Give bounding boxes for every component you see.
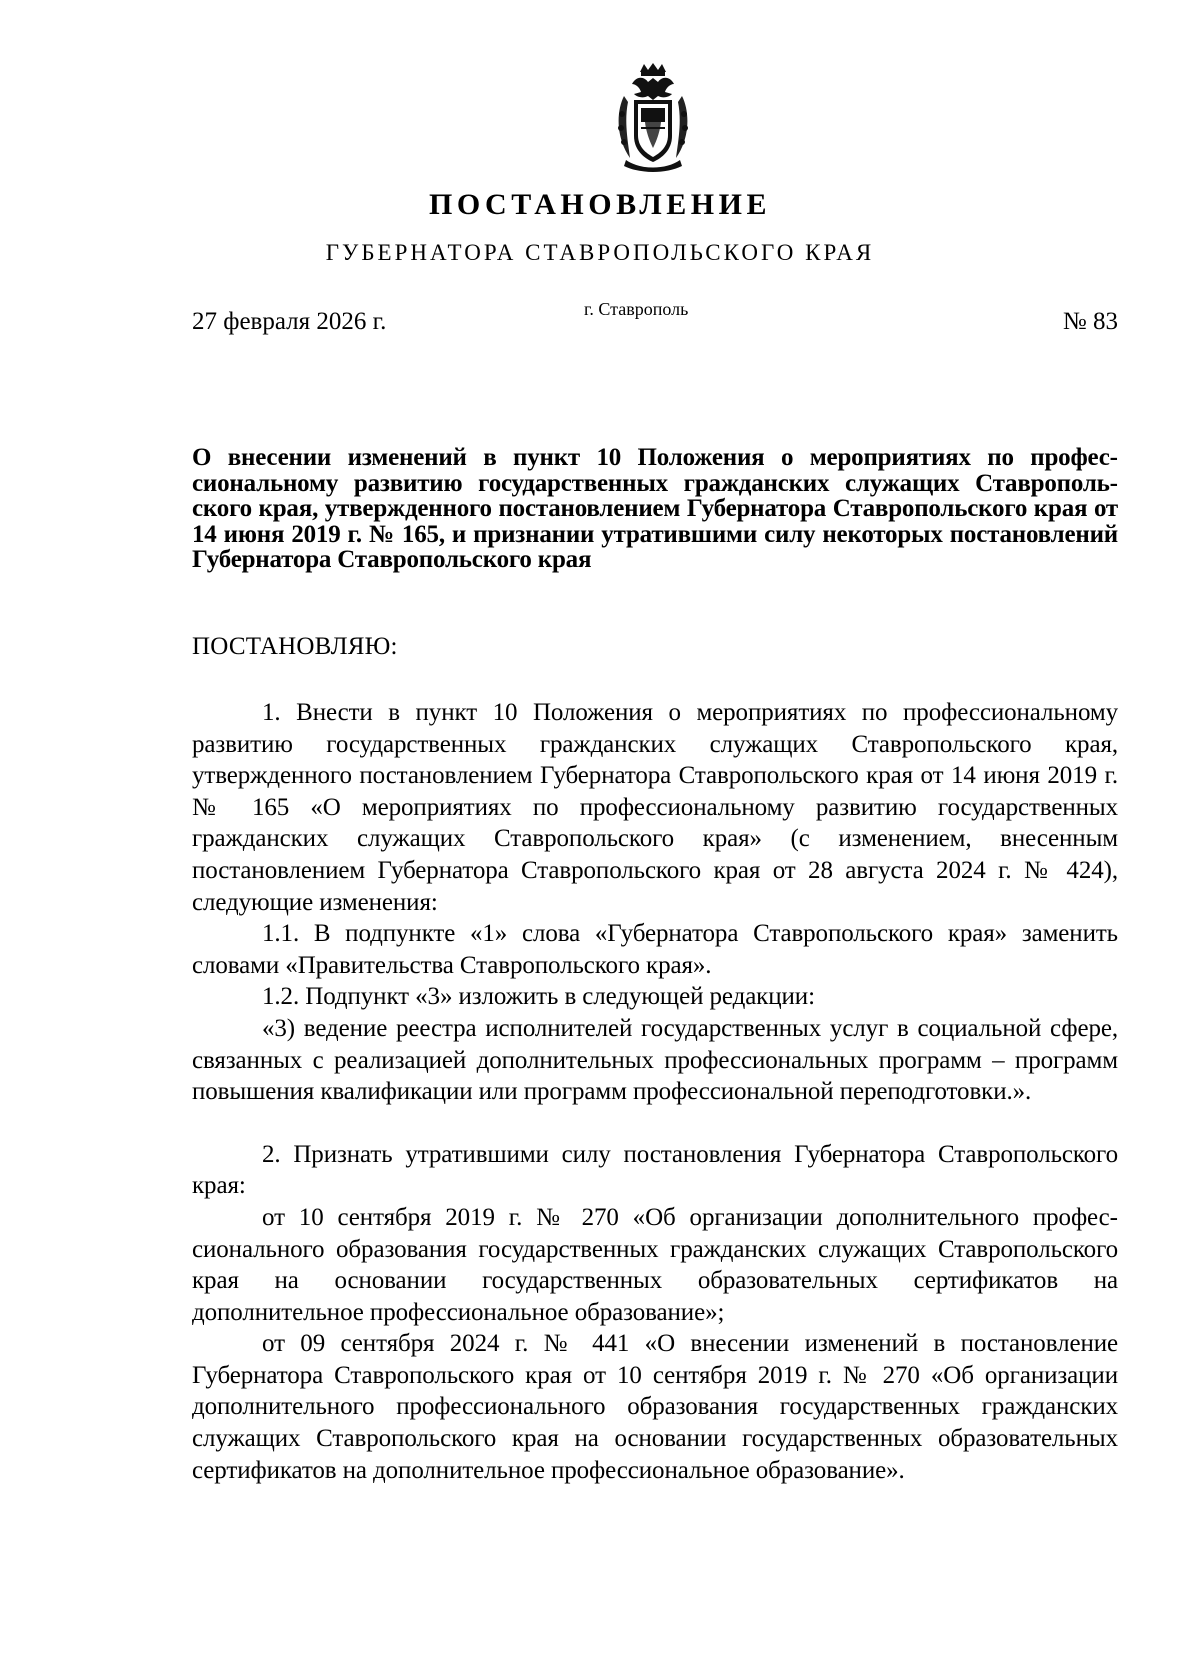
paragraph-2-item-2: от 09 сентября 2024 г. № 441 «О внесении изменений в постановление Губернатора Ставропольского края от 10 сентября 2019 г. № 270 «Об организации дополнительного профессионального образования государственных гражданских служащих Ставропольского края на основании государственных образовательных сертификатов на дополнительное профессиональное образование». <box>192 1330 1118 1484</box>
document-type-title: ПОСТАНОВЛЕНИЕ <box>429 188 771 221</box>
paragraph-1-2-text: «3) ведение реестра исполнителей государственных услуг в социальной сфере, связанных с реализацией дополнительных профессиональных программ – программ повышения квалификации или программ профессиональной переподготовки.». <box>192 1014 1118 1106</box>
paragraph-2-item-1: от 10 сентября 2019 г. № 270 «Об организации дополнительного профессионального образования государственных гражданских служащих Ставропольского края на основании государственных образовательных сертификатов на дополнительное профессиональное образование»; <box>192 1203 1118 1326</box>
document-subject-title: О внесении изменений в пункт 10 Положения о мероприятиях по профессиональному развитию государственных гражданских служащих Ставропольского края, утвержденного постановлением Губернатора Ставропольского края от 14 июня 2019 г. № 165, и признании утратившими силу некоторых постановлений Губернатора Ставропольского края <box>192 444 1118 573</box>
paragraph-1-2: 1.2. Подпункт «3» изложить в следующей редакции: <box>262 983 815 1011</box>
stavropol-coat-of-arms-icon <box>610 62 696 174</box>
document-body <box>192 697 1118 1486</box>
document-number: № 83 <box>1062 308 1118 335</box>
document-authority: ГУБЕРНАТОРА СТАВРОПОЛЬСКОГО КРАЯ <box>325 240 875 265</box>
paragraph-1: 1. Внести в пункт 10 Положения о мероприятиях по профессиональному развитию государственных гражданских служащих Ставропольского края, утвержденного постановлением Губернатора Ставропольского края от 14 июня 2019 г. № 165 «О мероприятиях по профессиональному развитию государственных гражданских служащих Ставропольского края» (с изменением, внесенным постановлением Губернатора Ставропольского края от 28 августа 2024 г. № 424), следующие изменения: <box>192 699 1118 916</box>
document-date: 27 февраля 2026 г. <box>192 308 387 335</box>
decree-word: ПОСТАНОВЛЯЮ: <box>192 633 398 660</box>
paragraph-1-1: 1.1. В подпункте «1» слова «Губернатора Ставропольского края» заменить словами «Правительства Ставропольского края». <box>192 920 1118 979</box>
document-city: г. Ставрополь <box>584 299 689 319</box>
paragraph-2: 2. Признать утратившими силу постановления Губернатора Ставропольского края: <box>192 1140 1118 1200</box>
